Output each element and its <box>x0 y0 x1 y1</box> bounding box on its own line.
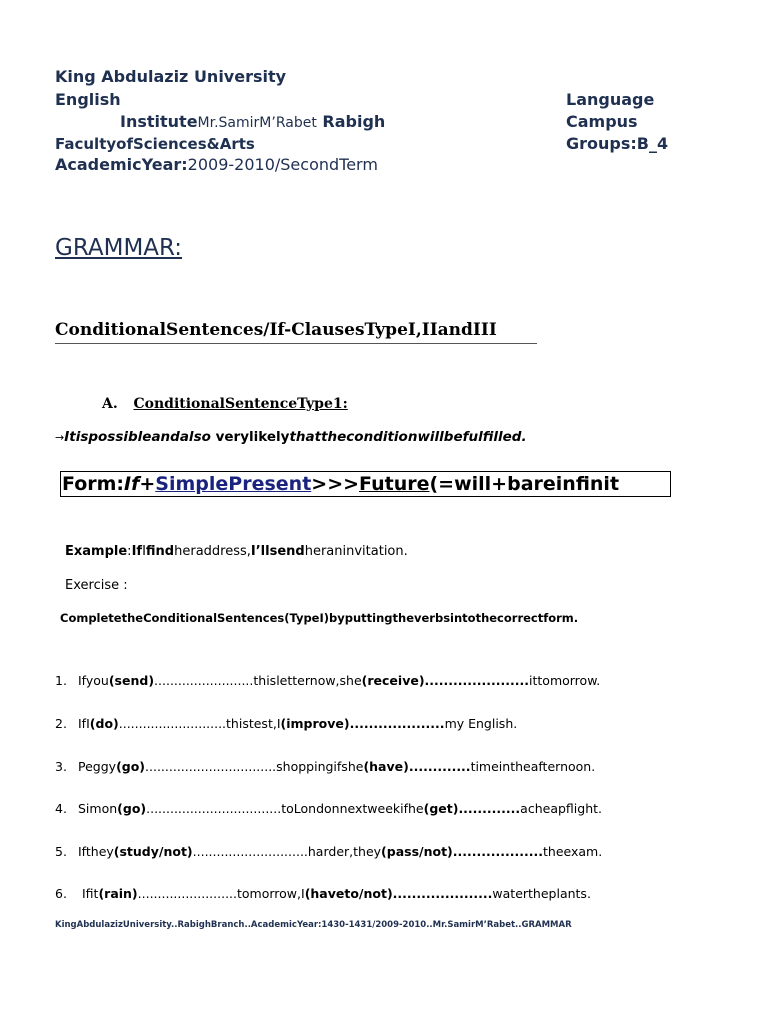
institute-line <box>120 112 385 131</box>
academic-year-label: AcademicYear: <box>55 155 188 174</box>
form-if: If <box>124 473 140 495</box>
exercise-item <box>55 886 591 901</box>
item-blank-1[interactable]: ..................................toLondonnextweekifhe <box>146 801 424 816</box>
item-blank-2[interactable]: ................... <box>452 844 543 859</box>
item-number: 3. <box>55 759 67 774</box>
item-verb-2: (have) <box>363 759 409 774</box>
example-label: Example <box>65 544 128 559</box>
campus-label: Campus <box>566 112 638 131</box>
item-verb-1: (do) <box>89 716 119 731</box>
item-verb-1: (send) <box>108 673 155 688</box>
section-title: ConditionalSentences/If-ClausesTypeI,IIandIII <box>55 320 497 340</box>
exercise-item <box>55 844 602 859</box>
item-number: 6. <box>55 886 67 901</box>
item-blank-2[interactable]: ............. <box>458 801 521 816</box>
form-rule-box <box>60 471 671 497</box>
item-text-start: Ifthey <box>78 844 114 859</box>
item-blank-1[interactable]: ...........................thistest,I <box>118 716 281 731</box>
item-blank-2[interactable]: ...................... <box>424 673 530 688</box>
item-blank-1[interactable]: .................................shoppingifshe <box>145 759 364 774</box>
condition-description <box>55 429 527 445</box>
exercise-label: Exercise : <box>65 578 128 593</box>
description-part-1: Itispossibleandalso <box>64 429 211 445</box>
description-part-3: thatthecondition <box>289 429 418 445</box>
rabigh-label: Rabigh <box>322 112 386 131</box>
form-simple-present: SimplePresent <box>155 473 312 495</box>
exercise-item <box>55 716 517 731</box>
section-a-letter: A. <box>102 396 118 412</box>
exercise-instruction: CompletetheConditionalSentences(TypeI)byputtingtheverbsintothecorrectform. <box>60 611 579 625</box>
example-colon: : <box>127 544 132 559</box>
description-part-4: willbefulfilled. <box>417 429 527 445</box>
form-arrows: >>> <box>311 473 360 495</box>
form-plus: + <box>139 473 156 495</box>
item-verb-1: (study/not) <box>113 844 193 859</box>
groups-label: Groups:B_4 <box>566 134 669 153</box>
section-a-title: ConditionalSentenceType1: <box>133 396 348 412</box>
example-i: I <box>142 544 146 559</box>
form-future: Future <box>359 473 430 495</box>
example-send: send <box>269 544 305 559</box>
item-text-end: ittomorrow. <box>529 673 601 688</box>
arrow-icon: → <box>55 431 65 444</box>
form-rest: (=will+bareinfinit <box>429 473 620 495</box>
item-verb-1: (go) <box>116 759 146 774</box>
item-number: 2. <box>55 716 67 731</box>
item-blank-1[interactable]: .............................harder,they <box>192 844 382 859</box>
item-blank-1[interactable]: .........................thisletternow,she <box>154 673 362 688</box>
exercise-item <box>55 759 595 774</box>
item-number: 1. <box>55 673 67 688</box>
item-blank-2[interactable]: ............. <box>408 759 471 774</box>
item-verb-2: (pass/not) <box>381 844 453 859</box>
faculty-label: FacultyofSciences&Arts <box>55 135 255 153</box>
example-sentence <box>65 544 408 559</box>
university-name: King Abdulaziz University <box>55 67 287 86</box>
example-middle: heraddress, <box>174 544 251 559</box>
example-end: heraninvitation. <box>304 544 408 559</box>
institute-label: Institute <box>120 112 198 131</box>
description-part-2: verylikely <box>210 429 290 445</box>
example-ill: I’ll <box>250 544 270 559</box>
form-label: Form: <box>62 473 125 495</box>
item-text-start: Simon <box>78 801 118 816</box>
item-text-end: my English. <box>444 716 518 731</box>
example-find: find <box>145 544 175 559</box>
language-label: Language <box>566 90 655 109</box>
english-label: English <box>55 90 121 109</box>
page-title: GRAMMAR: <box>55 235 183 261</box>
item-blank-1[interactable]: .........................tomorrow,I <box>137 886 305 901</box>
item-text-start: Ifit <box>78 886 99 901</box>
item-verb-1: (go) <box>117 801 147 816</box>
section-a-heading <box>102 396 348 412</box>
item-text-end: theexam. <box>543 844 603 859</box>
teacher-name: Mr.SamirM’Rabet <box>197 115 317 131</box>
page-footer: KingAbdulazizUniversity..RabighBranch..AcademicYear:1430-1431/2009-2010..Mr.SamirM’Rabet..GRAMMAR <box>55 920 572 930</box>
item-verb-2: (receive) <box>361 673 425 688</box>
item-text-end: timeintheafternoon. <box>470 759 596 774</box>
item-verb-2: (get) <box>423 801 459 816</box>
item-text-end: watertheplants. <box>492 886 591 901</box>
exercise-item <box>55 801 602 816</box>
exercise-item <box>55 673 600 688</box>
item-text-start: IfI <box>78 716 90 731</box>
item-text-start: Ifyou <box>78 673 109 688</box>
section-divider <box>55 343 537 344</box>
item-text-start: Peggy <box>78 759 117 774</box>
item-number: 5. <box>55 844 67 859</box>
item-verb-1: (rain) <box>98 886 138 901</box>
item-verb-2: (improve) <box>280 716 350 731</box>
item-blank-2[interactable]: ..................... <box>392 886 493 901</box>
academic-year-value: 2009-2010/SecondTerm <box>187 155 378 174</box>
example-if: If <box>131 544 143 559</box>
academic-year <box>55 155 378 174</box>
item-text-end: acheapflight. <box>520 801 602 816</box>
item-verb-2: (haveto/not) <box>304 886 393 901</box>
item-blank-2[interactable]: .................... <box>349 716 445 731</box>
item-number: 4. <box>55 801 67 816</box>
